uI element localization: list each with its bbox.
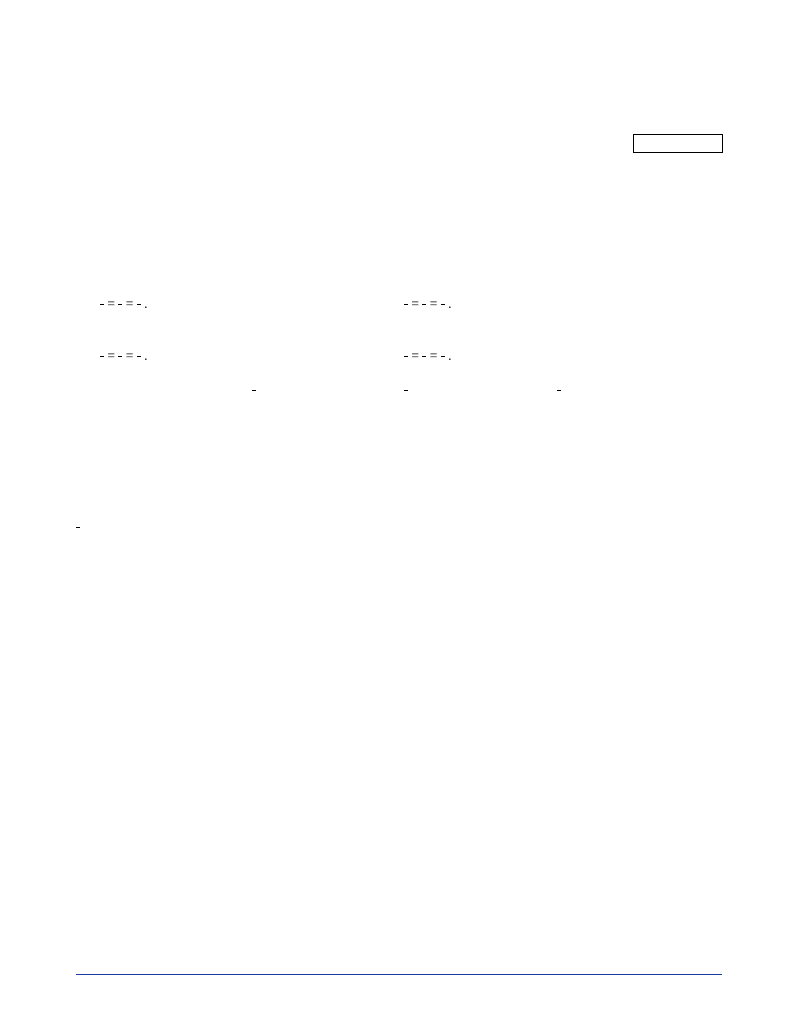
- answer-option-a[interactable]: [94, 716, 100, 732]
- fraction-y: [118, 304, 122, 305]
- answer-option-b[interactable]: = = .: [398, 296, 452, 312]
- fraction-x: [404, 304, 408, 305]
- fraction-x: [100, 356, 104, 357]
- fraction-x: [404, 356, 408, 357]
- function-fraction: [76, 527, 80, 528]
- answer-option-a[interactable]: = = .: [94, 296, 148, 312]
- answer-option-c[interactable]: [398, 496, 404, 512]
- answer-option-c[interactable]: [398, 621, 404, 637]
- answer-option-d[interactable]: [551, 382, 561, 398]
- fraction-z: [137, 304, 141, 305]
- fraction-z: [441, 304, 445, 305]
- answer-option-c[interactable]: [398, 556, 404, 572]
- answer-option-c[interactable]: [398, 382, 408, 398]
- answer-option-a[interactable]: [94, 382, 100, 398]
- fraction-x: [100, 304, 104, 305]
- answer-option-a[interactable]: [94, 668, 100, 684]
- answer-option-a[interactable]: [94, 432, 100, 448]
- answer-option-a[interactable]: [94, 621, 100, 637]
- answer-option-c[interactable]: [398, 432, 404, 448]
- fraction-z: [441, 356, 445, 357]
- answer-option-b[interactable]: [246, 668, 252, 684]
- answer-option-d[interactable]: = = .: [398, 348, 452, 364]
- answer-option-b[interactable]: [246, 382, 256, 398]
- answer-option-d[interactable]: [551, 496, 557, 512]
- fraction-y: [422, 304, 426, 305]
- footer-rule: [76, 974, 722, 975]
- fraction-y: [118, 356, 122, 357]
- answer-option-c[interactable]: = = .: [94, 348, 148, 364]
- fraction-z: [137, 356, 141, 357]
- answer-option-d[interactable]: [551, 621, 557, 637]
- question-5: [76, 519, 80, 535]
- answer-option-b[interactable]: [246, 621, 252, 637]
- answer-option-d[interactable]: [551, 432, 557, 448]
- answer-option-b[interactable]: [246, 496, 252, 512]
- answer-option-b[interactable]: [246, 556, 252, 572]
- option-fraction: [252, 390, 256, 391]
- option-fraction: [404, 390, 408, 391]
- answer-option-d[interactable]: [551, 556, 557, 572]
- answer-option-c[interactable]: [398, 668, 404, 684]
- option-fraction: [557, 390, 561, 391]
- answer-option-b[interactable]: [398, 716, 404, 732]
- exam-code-box: [633, 134, 723, 153]
- answer-option-a[interactable]: [94, 496, 100, 512]
- answer-option-d[interactable]: [551, 668, 557, 684]
- answer-option-b[interactable]: [246, 432, 252, 448]
- fraction-y: [422, 356, 426, 357]
- answer-option-a[interactable]: [94, 556, 100, 572]
